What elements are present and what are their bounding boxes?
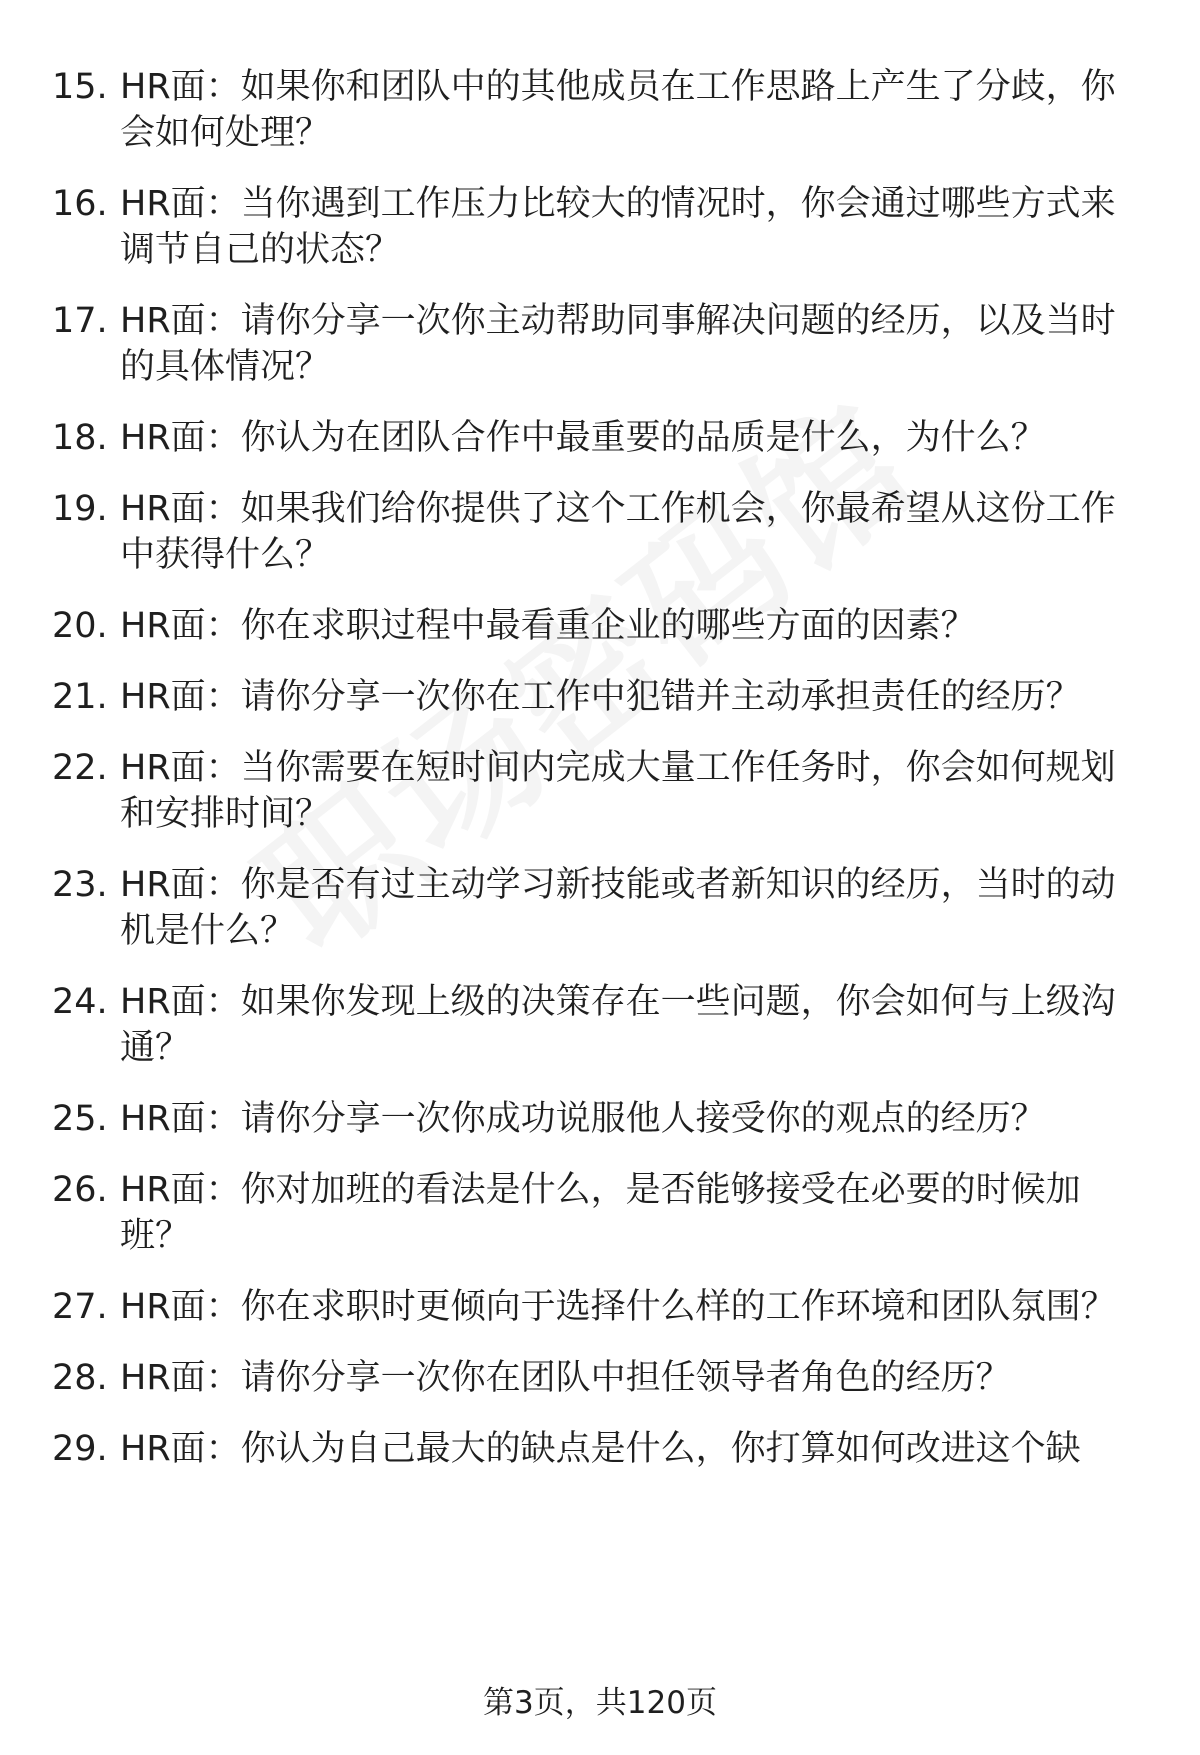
question-item xyxy=(0,1167,1200,1259)
question-prefix: HR面： xyxy=(120,606,241,646)
question-text: 如果我们给你提供了这个工作机会，你最希望从这份工作中获得什么？ xyxy=(120,489,1116,575)
question-body xyxy=(120,745,1150,837)
question-item xyxy=(0,181,1200,273)
question-prefix: HR面： xyxy=(120,1287,241,1327)
question-number: 18. xyxy=(52,418,108,458)
question-body xyxy=(120,862,1150,954)
question-body xyxy=(120,415,1150,461)
question-body xyxy=(120,1426,1150,1472)
question-number: 16. xyxy=(52,184,108,224)
question-text: 当你遇到工作压力比较大的情况时，你会通过哪些方式来调节自己的状态？ xyxy=(120,184,1116,270)
question-body xyxy=(120,64,1150,156)
page-number-label: 第3页，共120页 xyxy=(483,1685,717,1721)
question-item xyxy=(0,603,1200,649)
question-number: 15. xyxy=(52,67,108,107)
question-text: 如果你发现上级的决策存在一些问题，你会如何与上级沟通？ xyxy=(120,982,1116,1068)
question-item xyxy=(0,486,1200,578)
question-body xyxy=(120,1284,1150,1330)
question-number: 19. xyxy=(52,489,108,529)
question-list xyxy=(0,64,1200,1497)
question-item xyxy=(0,862,1200,954)
question-item xyxy=(0,64,1200,156)
question-text: 你认为在团队合作中最重要的品质是什么，为什么？ xyxy=(240,418,1046,458)
question-number: 25. xyxy=(52,1099,108,1139)
question-item xyxy=(0,745,1200,837)
question-text: 请你分享一次你成功说服他人接受你的观点的经历？ xyxy=(240,1099,1046,1139)
question-text: 当你需要在短时间内完成大量工作任务时，你会如何规划和安排时间？ xyxy=(120,748,1116,834)
question-number: 23. xyxy=(52,865,108,905)
question-item xyxy=(0,298,1200,390)
question-item xyxy=(0,415,1200,461)
question-text: 如果你和团队中的其他成员在工作思路上产生了分歧，你会如何处理？ xyxy=(120,67,1116,153)
question-item xyxy=(0,1426,1200,1472)
question-number: 24. xyxy=(52,982,108,1022)
question-prefix: HR面： xyxy=(120,489,241,529)
question-body xyxy=(120,486,1150,578)
question-prefix: HR面： xyxy=(120,67,241,107)
question-prefix: HR面： xyxy=(120,1358,241,1398)
question-text: 你认为自己最大的缺点是什么，你打算如何改进这个缺 xyxy=(240,1429,1081,1469)
question-item xyxy=(0,1096,1200,1142)
question-prefix: HR面： xyxy=(120,748,241,788)
question-prefix: HR面： xyxy=(120,301,241,341)
question-prefix: HR面： xyxy=(120,1429,241,1469)
question-prefix: HR面： xyxy=(120,982,241,1022)
question-item xyxy=(0,674,1200,720)
question-text: 你是否有过主动学习新技能或者新知识的经历，当时的动机是什么？ xyxy=(120,865,1116,951)
question-number: 20. xyxy=(52,606,108,646)
question-prefix: HR面： xyxy=(120,418,241,458)
question-number: 29. xyxy=(52,1429,108,1469)
question-number: 22. xyxy=(52,748,108,788)
question-text: 你在求职过程中最看重企业的哪些方面的因素？ xyxy=(240,606,976,646)
question-item xyxy=(0,1355,1200,1401)
question-body xyxy=(120,181,1150,273)
question-item xyxy=(0,1284,1200,1330)
question-text: 你对加班的看法是什么，是否能够接受在必要的时候加班？ xyxy=(120,1170,1081,1256)
question-number: 28. xyxy=(52,1358,108,1398)
question-text: 请你分享一次你在团队中担任领导者角色的经历？ xyxy=(240,1358,1011,1398)
question-body xyxy=(120,979,1150,1071)
question-item xyxy=(0,979,1200,1071)
question-number: 26. xyxy=(52,1170,108,1210)
question-text: 请你分享一次你在工作中犯错并主动承担责任的经历？ xyxy=(240,677,1081,717)
page-footer xyxy=(0,1683,1200,1723)
question-body xyxy=(120,1355,1150,1401)
question-number: 17. xyxy=(52,301,108,341)
question-body xyxy=(120,603,1150,649)
question-number: 21. xyxy=(52,677,108,717)
question-text: 请你分享一次你主动帮助同事解决问题的经历，以及当时的具体情况？ xyxy=(120,301,1116,387)
question-prefix: HR面： xyxy=(120,865,241,905)
question-number: 27. xyxy=(52,1287,108,1327)
question-prefix: HR面： xyxy=(120,1099,241,1139)
question-body xyxy=(120,1096,1150,1142)
question-body xyxy=(120,674,1150,720)
question-prefix: HR面： xyxy=(120,1170,241,1210)
question-prefix: HR面： xyxy=(120,184,241,224)
question-text: 你在求职时更倾向于选择什么样的工作环境和团队氛围？ xyxy=(240,1287,1116,1327)
question-body xyxy=(120,298,1150,390)
question-body xyxy=(120,1167,1150,1259)
question-prefix: HR面： xyxy=(120,677,241,717)
